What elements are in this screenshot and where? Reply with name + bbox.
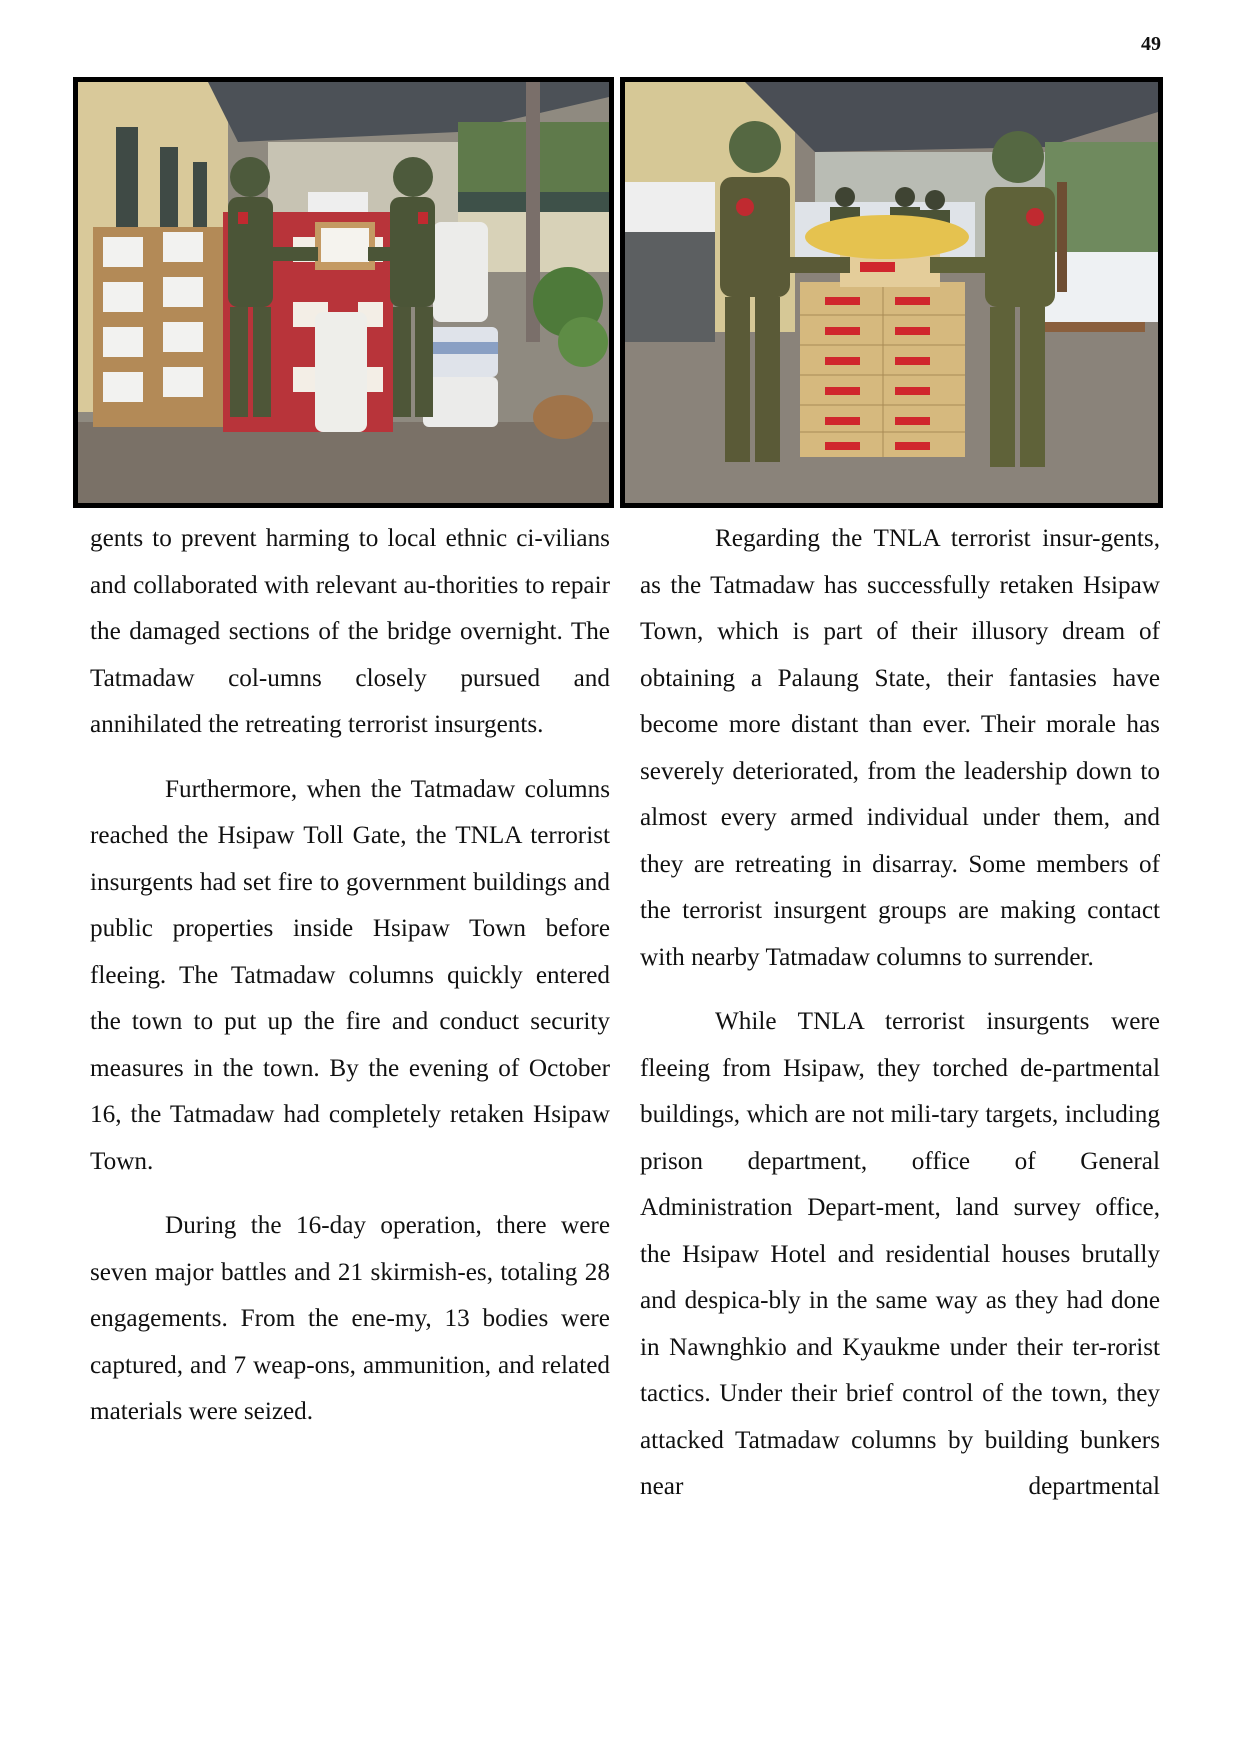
photo-banana-boxes-image: [625, 82, 1158, 503]
banana-box-stack: [800, 282, 965, 457]
bananas: [805, 215, 969, 259]
floor: [78, 422, 609, 503]
photo-relief-boxes-image: [78, 82, 609, 503]
sack: [315, 312, 367, 432]
page-number: 49: [1141, 33, 1161, 55]
photo-banana-boxes: [620, 77, 1163, 508]
photo-relief-boxes: [73, 77, 614, 508]
text-column-right: [640, 516, 1160, 1529]
paragraph: While TNLA terrorist insurgents were fleeing from Hsipaw, they torched de-partmental buildings, which are not mili-tary targets, including prison department, office of General Administration Depart-ment, land survey office, the Hsipaw Hotel and residential houses brutally and despica-bly in the same way as they had done in Nawnghkio and Kyaukme under their ter-rorist tactics. Under their brief control of the town, they attacked Tatmadaw columns by building bunkers near departmental: [640, 1008, 1160, 1500]
paragraph: gents to prevent harming to local ethnic ci-vilians and collaborated with relevant au-thorities to repair the damaged sections of the bridge overnight. The Tatmadaw col-umns closely pursued and annihilated the retreating terrorist insurgents.: [90, 525, 610, 738]
text-column-left: [90, 516, 610, 1454]
paragraph: Regarding the TNLA terrorist insur-gents, as the Tatmadaw has successfully retaken Hsipaw Town, which is part of their illusory dream of obtaining a Palaung State, their fantasies have become more distant than ever. Their morale has severely deteriorated, from the leadership down to almost every armed individual under them, and they are retreating in disarray. Some members of the terrorist insurgent groups are making contact with nearby Tatmadaw columns to surrender.: [640, 525, 1160, 971]
paragraph: Furthermore, when the Tatmadaw columns reached the Hsipaw Toll Gate, the TNLA terrorist insurgents had set fire to government buildings and public properties inside Hsipaw Town before fleeing. The Tatmadaw columns quickly entered the town to put up the fire and conduct security measures in the town. By the evening of October 16, the Tatmadaw had completely retaken Hsipaw Town.: [90, 775, 610, 1175]
paragraph: During the 16-day operation, there were seven major battles and 21 skirmish-es, totaling 28 engagements. From the ene-my, 13 bodies were captured, and 7 weap-ons, ammunition, and related materials were seized.: [90, 1212, 610, 1425]
